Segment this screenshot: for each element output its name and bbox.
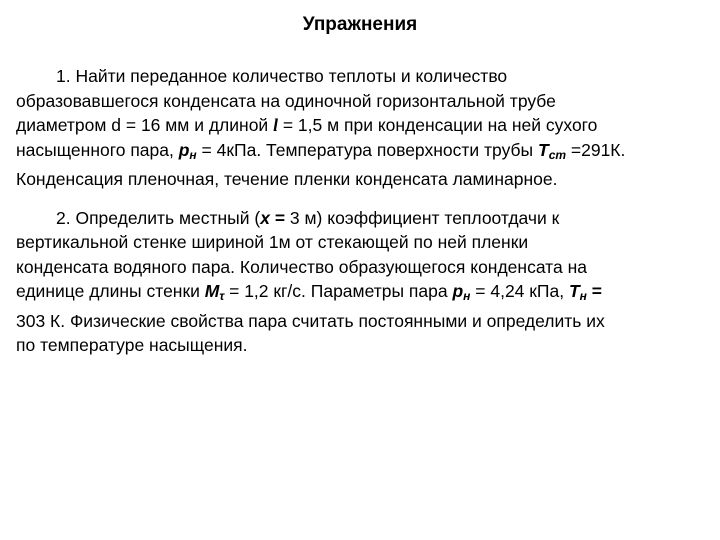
mass-flow-subscript: τ: [219, 289, 225, 303]
temperature-equals-sign: =: [586, 281, 603, 301]
exercise-2-line-5: 303 К. Физические свойства пара считать постоянными и определить их: [16, 310, 605, 331]
exercise-2-line-4: [16, 279, 712, 309]
saturation-temperature-subscript: н: [579, 289, 587, 303]
pressure-subscript: н: [463, 289, 471, 303]
exercise-2-line-1: [16, 206, 712, 231]
pressure-variable: p: [452, 281, 464, 301]
exercise-2: [16, 206, 712, 358]
exercise-1-line-3-text-a: диаметром d = 16 мм и длиной: [16, 115, 274, 135]
exercise-2-line-2: вертикальной стенке шириной 1м от стекающей по ней пленки: [16, 232, 529, 252]
exercise-2-line-4-text-a: единице длины стенки: [16, 281, 205, 301]
x-variable: x: [260, 207, 270, 228]
exercise-1-line-4: [16, 138, 712, 168]
slide-title: Упражнения: [302, 14, 418, 35]
exercise-1-line-4-text-a: насыщенного пара,: [16, 139, 179, 160]
exercise-1-line-4-text-b: = 4кПа. Температура поверхности трубы: [196, 139, 538, 160]
pressure-variable: p: [178, 139, 190, 160]
slide-body: [16, 64, 712, 358]
exercise-1-line-4-text-c: =291К.: [566, 139, 626, 160]
exercise-1-line-3-text-b: = 1,5 м при конденсации на ней сухого: [277, 115, 598, 135]
exercise-1-line-5: Конденсация пленочная, течение пленки конденсата ламинарное.: [16, 169, 558, 189]
saturation-temperature-variable: T: [568, 281, 580, 301]
exercise-2-line-6: по температуре насыщения.: [16, 335, 248, 355]
length-variable: l: [273, 115, 278, 135]
exercise-2-line-3: конденсата водяного пара. Количество образующегося конденсата на: [16, 256, 587, 277]
mass-flow-variable: M: [204, 281, 220, 301]
exercise-1: [16, 64, 712, 192]
exercise-2-line-1-text-b: 3 м) коэффициент теплоотдачи к: [289, 207, 560, 228]
exercise-2-line-1-text-a: 2. Определить местный (: [56, 207, 261, 228]
wall-temperature-subscript: ст: [548, 147, 567, 162]
exercise-1-line-1: 1. Найти переданное количество теплоты и количество: [56, 66, 508, 86]
x-equals-sign: =: [269, 207, 290, 228]
exercise-2-line-4-text-c: = 4,24 кПа,: [470, 281, 569, 301]
exercise-1-line-3: [16, 113, 712, 138]
pressure-subscript: н: [189, 147, 197, 162]
wall-temperature-variable: T: [537, 139, 549, 160]
exercise-1-line-2: образовавшегося конденсата на одиночной горизонтальной трубе: [16, 90, 556, 111]
exercise-2-line-4-text-b: = 1,2 кг/с. Параметры пара: [224, 281, 453, 301]
